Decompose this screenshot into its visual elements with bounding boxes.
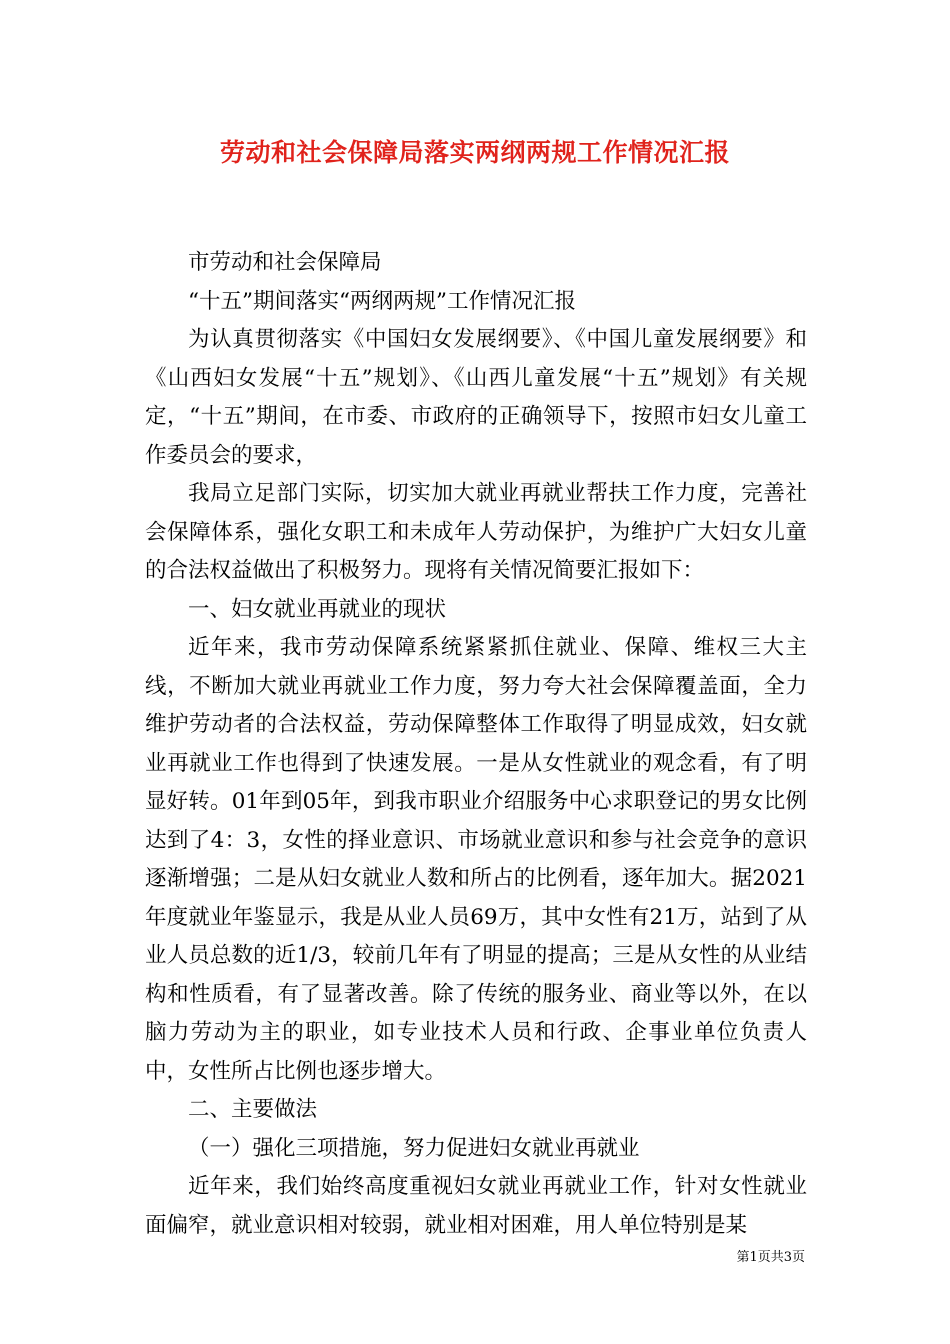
paragraph-intro: 为认真贯彻落实《中国妇女发展纲要》、《中国儿童发展纲要》和《山西妇女发展“十五”规划》、《山西儿童发展“十五”规划》有关规定，“十五”期间，在市委、市政府的正确领导下，按照市妇女儿童工作委员会的要求，	[145, 327, 807, 468]
document-body	[145, 244, 807, 1245]
heading-subsection-1: （一）强化三项措施，努力促进妇女就业再就业	[188, 1135, 640, 1161]
document-title: 劳动和社会保障局落实两纲两规工作情况汇报	[219, 138, 730, 167]
paragraph-summary: 我局立足部门实际，切实加大就业再就业帮扶工作力度，完善社会保障体系，强化女职工和未成年人劳动保护，为维护广大妇女儿童的合法权益做出了积极努力。现将有关情况简要汇报如下：	[145, 481, 807, 583]
paragraph-status: 近年来，我市劳动保障系统紧紧抓住就业、保障、维权三大主线，不断加大就业再就业工作力度，努力夸大社会保障覆盖面，全力维护劳动者的合法权益，劳动保障整体工作取得了明显成效，妇女就业再就业工作也得到了快速发展。一是从女性就业的观念看，有了明显好转。01年到05年，到我市职业介绍服务中心求职登记的男女比例达到了4：3，女性的择业意识、市场就业意识和参与社会竞争的意识逐渐增强；二是从妇女就业人数和所占的比例看，逐年加大。据2021年度就业年鉴显示，我是从业人员69万，其中女性有21万，站到了从业人员总数的近1/3，较前几年有了明显的提高；三是从女性的从业结构和性质看，有了显著改善。除了传统的服务业、商业等以外，在以脑力劳动为主的职业，如专业技术人员和行政、企事业单位负责人中，女性所占比例也逐步增大。	[145, 635, 808, 1084]
page-number: 第1页共3页	[736, 1250, 805, 1265]
heading-section-2: 二、主要做法	[188, 1097, 318, 1122]
paragraph-issuer: 市劳动和社会保障局	[188, 250, 382, 275]
heading-section-1: 一、妇女就业再就业的现状	[188, 596, 447, 622]
paragraph-subtitle: “十五”期间落实“两纲两规”工作情况汇报	[188, 288, 576, 314]
paragraph-measures: 近年来，我们始终高度重视妇女就业再就业工作，针对女性就业面偏窄，就业意识相对较弱，就业相对困难，用人单位特别是某	[145, 1174, 807, 1238]
